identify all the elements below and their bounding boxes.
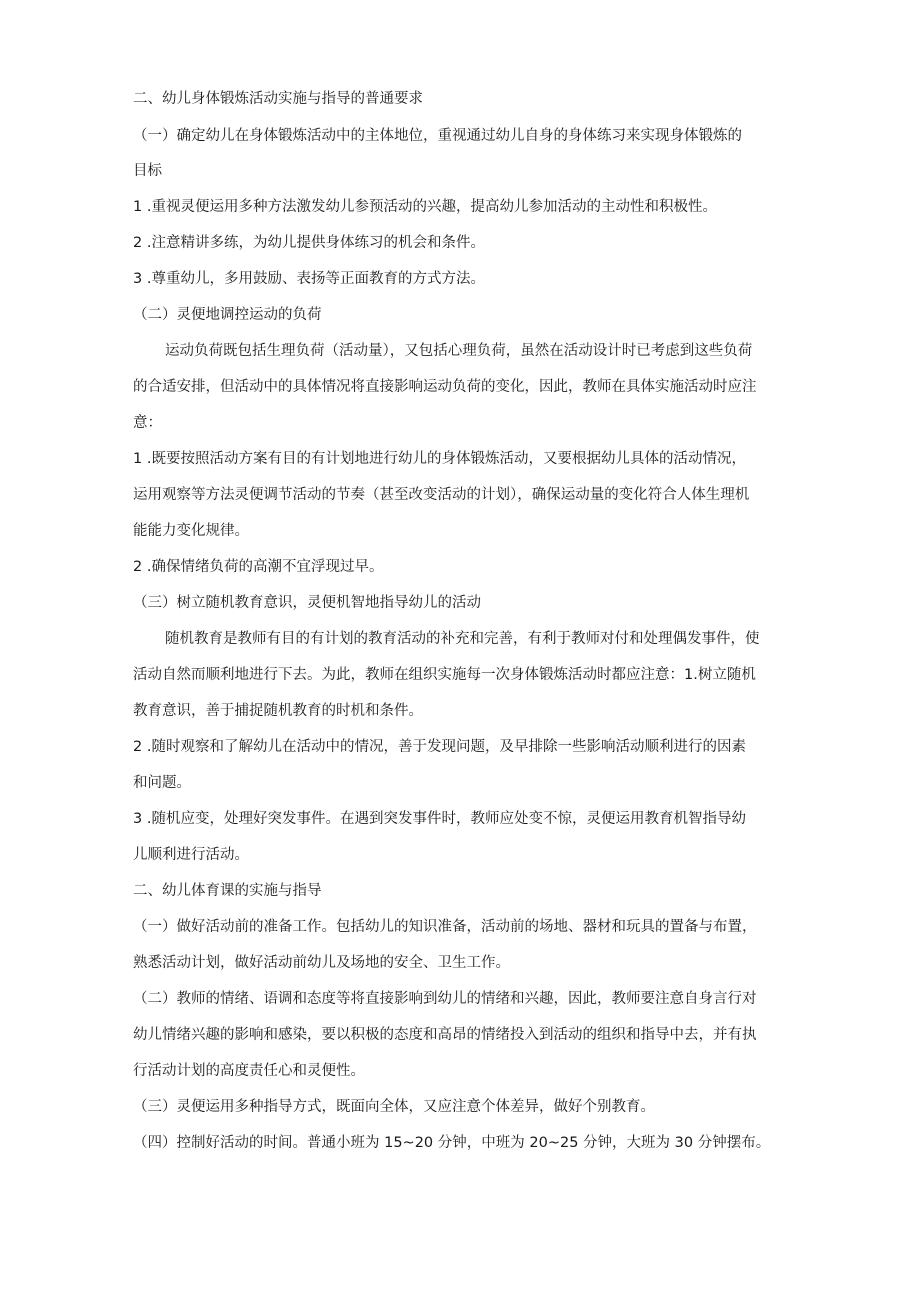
paragraph-line: 运动负荷既包括生理负荷（活动量），又包括心理负荷，虽然在活动设计时已考虑到这些负荷 [165, 343, 753, 359]
paragraph-line: 行活动计划的高度责任心和灵便性。 [133, 1063, 365, 1079]
paragraph-line: 幼儿情绪兴趣的影响和感染，要以积极的态度和高昂的情绪投入到活动的组织和指导中去，并有执 [133, 1027, 757, 1043]
list-item-cont: 和问题。 [133, 775, 191, 791]
paragraph-line: （四）控制好活动的时间。普通小班为 15~20 分钟，中班为 20~25 分钟，大班为 30 分钟摆布。 [133, 1135, 771, 1151]
paragraph-line: 教育意识，善于捕捉随机教育的时机和条件。 [133, 703, 423, 719]
paragraph-line: （一）做好活动前的准备工作。包括幼儿的知识准备，活动前的场地、器材和玩具的置备与布置， [133, 919, 757, 935]
section-heading: 二、幼儿身体锻炼活动实施与指导的普通要求 [133, 91, 423, 107]
paragraph-line: （三）灵便运用多种指导方式，既面向全体，又应注意个体差异，做好个别教育。 [133, 1099, 655, 1115]
list-item: 1 .重视灵便运用多种方法激发幼儿参预活动的兴趣，提高幼儿参加活动的主动性和积极性。 [133, 199, 717, 215]
subsection-heading-cont: 目标 [133, 163, 162, 179]
list-item-cont: 运用观察等方法灵便调节活动的节奏（甚至改变活动的计划），确保运动量的变化符合人体生理机 [133, 487, 750, 503]
section-heading: 二、幼儿体育课的实施与指导 [133, 883, 322, 899]
list-item: 3 .随机应变，处理好突发事件。在遇到突发事件时，教师应处变不惊，灵便运用教育机智指导幼 [133, 811, 746, 827]
list-item-cont: 儿顺利进行活动。 [133, 847, 249, 863]
paragraph-line: （二）教师的情绪、语调和态度等将直接影响到幼儿的情绪和兴趣，因此，教师要注意自身言行对 [133, 991, 757, 1007]
paragraph-line: 的合适安排，但活动中的具体情况将直接影响运动负荷的变化，因此，教师在具体实施活动时应注 [133, 379, 757, 395]
subsection-heading: （三）树立随机教育意识，灵便机智地指导幼儿的活动 [133, 595, 481, 611]
list-item: 3 .尊重幼儿，多用鼓励、表扬等正面教育的方式方法。 [133, 271, 485, 287]
subsection-heading: （二）灵便地调控运动的负荷 [133, 307, 322, 323]
paragraph-line: 随机教育是教师有目的有计划的教育活动的补充和完善，有利于教师对付和处理偶发事件，使 [165, 631, 760, 647]
list-item: 1 .既要按照活动方案有目的有计划地进行幼儿的身体锻炼活动，又要根据幼儿具体的活动情况， [133, 451, 746, 467]
list-item: 2 .随时观察和了解幼儿在活动中的情况，善于发现问题，及早排除一些影响活动顺利进行的因素 [133, 739, 746, 755]
subsection-heading: （一）确定幼儿在身体锻炼活动中的主体地位，重视通过幼儿自身的身体练习来实现身体锻炼的 [133, 128, 742, 144]
paragraph-line: 活动自然而顺利地进行下去。为此，教师在组织实施每一次身体锻炼活动时都应注意：1.树立随机 [133, 667, 756, 683]
paragraph-line: 意： [133, 415, 162, 431]
list-item: 2 .注意精讲多练，为幼儿提供身体练习的机会和条件。 [133, 235, 485, 251]
list-item-cont: 能能力变化规律。 [133, 523, 249, 539]
list-item: 2 .确保情绪负荷的高潮不宜浮现过早。 [133, 559, 384, 575]
paragraph-line: 熟悉活动计划，做好活动前幼儿及场地的安全、卫生工作。 [133, 955, 510, 971]
